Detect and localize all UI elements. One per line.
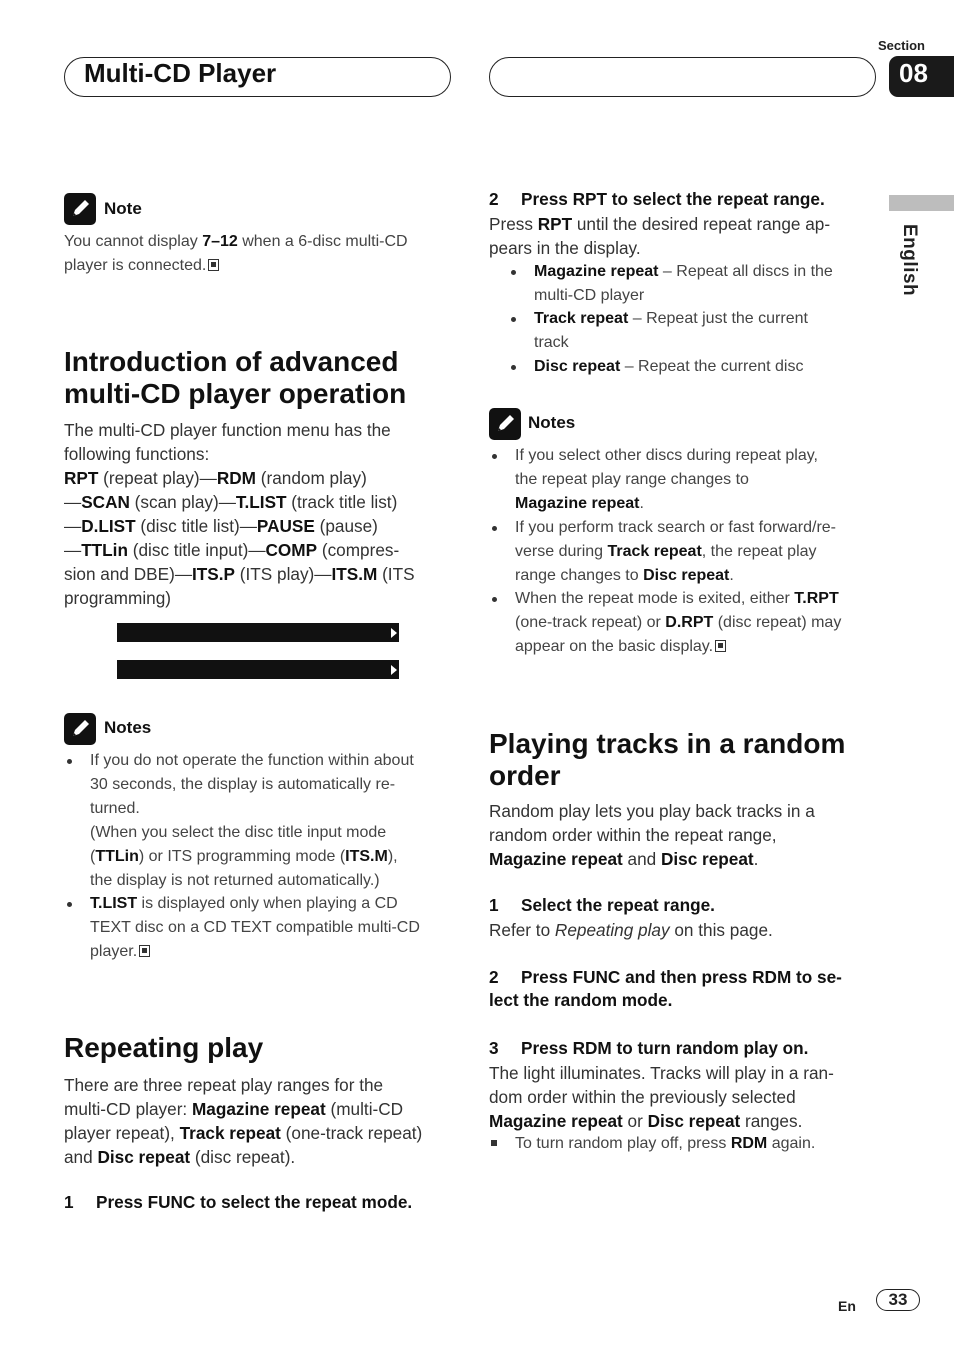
random-step-1: Select the repeat range. <box>521 895 715 915</box>
random-step-2-cont: lect the random mode. <box>489 990 673 1010</box>
header-blank-frame <box>489 57 876 97</box>
end-mark-icon <box>139 945 150 957</box>
lcd-display-menu-2: TTLin COMP ITS.P ITS.M <box>117 660 399 679</box>
notes-pencil-icon <box>489 408 521 440</box>
random-step-1-text: Refer to Repeating play on this page. <box>489 920 773 940</box>
step-2-num: 2 <box>489 189 499 209</box>
lcd-arrow-icon <box>391 665 397 675</box>
page-header-title: Multi-CD Player <box>84 58 277 88</box>
step-1-num: 1 <box>64 1192 74 1212</box>
range-track-repeat: Track repeat – Repeat just the current track <box>534 310 808 351</box>
intro-paragraph: The multi-CD player function menu has the following functions: RPT (repeat play)—RDM (random play) —SCAN (scan play)—T.LIST (track title list) —D.LIST (disc title list)—PAUSE (pause) —TTLin (disc title input)—COMP (compres- sion and DBE)—ITS.P (ITS play)—ITS.M (ITS programming) <box>64 420 415 608</box>
random-step-3-text: The light illuminates. Tracks will play in a ran- dom order within the previously selected Magazine repeat or Disc repeat ranges. <box>489 1063 834 1131</box>
end-mark-icon <box>208 259 219 271</box>
language-tab-marker <box>889 195 954 211</box>
bullet-dot <box>492 454 497 459</box>
tip-square-icon <box>491 1140 497 1146</box>
section-label: Section <box>878 38 925 53</box>
random-step-2-num: 2 <box>489 967 499 987</box>
note-text: You cannot display 7–12 when a 6-disc multi-CD player is connected. <box>64 233 408 274</box>
note-label: Note <box>104 199 142 218</box>
lcd-arrow-icon <box>391 628 397 638</box>
notes-label: Notes <box>528 413 576 432</box>
section-number-badge: 08 <box>889 56 954 97</box>
bullet-dot <box>492 526 497 531</box>
random-play-paragraph: Random play lets you play back tracks in a random order within the repeat range, Magazine repeat and Disc repeat. <box>489 801 815 869</box>
language-tab: English <box>899 224 920 297</box>
repeat-note-2: If you perform track search or fast forward/re- verse during Track repeat, the repeat play range changes to Disc repeat. <box>515 519 836 584</box>
note-pencil-icon <box>64 193 96 225</box>
range-magazine-repeat: Magazine repeat – Repeat all discs in the multi-CD player <box>534 263 833 304</box>
notes-bullet-1: If you do not operate the function within about 30 seconds, the display is automatically re- turned. (When you select the disc title input mode (TTLin) or ITS programming mode (ITS.M), the display is not returned automatically.) <box>90 752 414 889</box>
random-off-tip: To turn random play off, press RDM again. <box>515 1135 816 1152</box>
intro-heading: Introduction of advanced multi-CD player operation <box>64 346 407 409</box>
footer-language: En <box>838 1298 856 1314</box>
step-2-text: Press RPT until the desired repeat range ap- pears in the display. <box>489 214 831 258</box>
bullet-dot <box>511 365 516 370</box>
repeating-play-paragraph: There are three repeat play ranges for the multi-CD player: Magazine repeat (multi-CD player repeat), Track repeat (one-track repeat) and Disc repeat (disc repeat). <box>64 1075 423 1167</box>
repeating-play-heading: Repeating play <box>64 1032 264 1063</box>
range-disc-repeat: Disc repeat – Repeat the current disc <box>534 358 804 375</box>
bullet-dot <box>67 902 72 907</box>
bullet-dot <box>492 597 497 602</box>
random-step-3: Press RDM to turn random play on. <box>521 1038 809 1058</box>
page-number: 33 <box>876 1289 920 1311</box>
notes-pencil-icon <box>64 713 96 745</box>
random-step-2: Press FUNC and then press RDM to se- <box>521 967 842 987</box>
notes-bullet-2: T.LIST is displayed only when playing a CD TEXT disc on a CD TEXT compatible multi-CD player. <box>90 895 420 960</box>
step-2-repeat-range: Press RPT to select the repeat range. <box>521 189 825 209</box>
notes-label: Notes <box>104 718 152 737</box>
random-play-heading: Playing tracks in a random order <box>489 728 846 791</box>
repeat-note-1: If you select other discs during repeat play, the repeat play range changes to Magazine repeat. <box>515 447 818 512</box>
bullet-dot <box>511 317 516 322</box>
end-mark-icon <box>715 640 726 652</box>
random-step-3-num: 3 <box>489 1038 499 1058</box>
step-1-repeat-mode: Press FUNC to select the repeat mode. <box>96 1192 413 1212</box>
repeat-note-3: When the repeat mode is exited, either T.RPT (one-track repeat) or D.RPT (disc repeat) may appear on the basic display. <box>515 590 842 655</box>
lcd-display-menu-1: RPT RDM SCAN T.LIST D.LIST PAUSE <box>117 623 399 642</box>
random-step-1-num: 1 <box>489 895 499 915</box>
bullet-dot <box>67 759 72 764</box>
bullet-dot <box>511 270 516 275</box>
